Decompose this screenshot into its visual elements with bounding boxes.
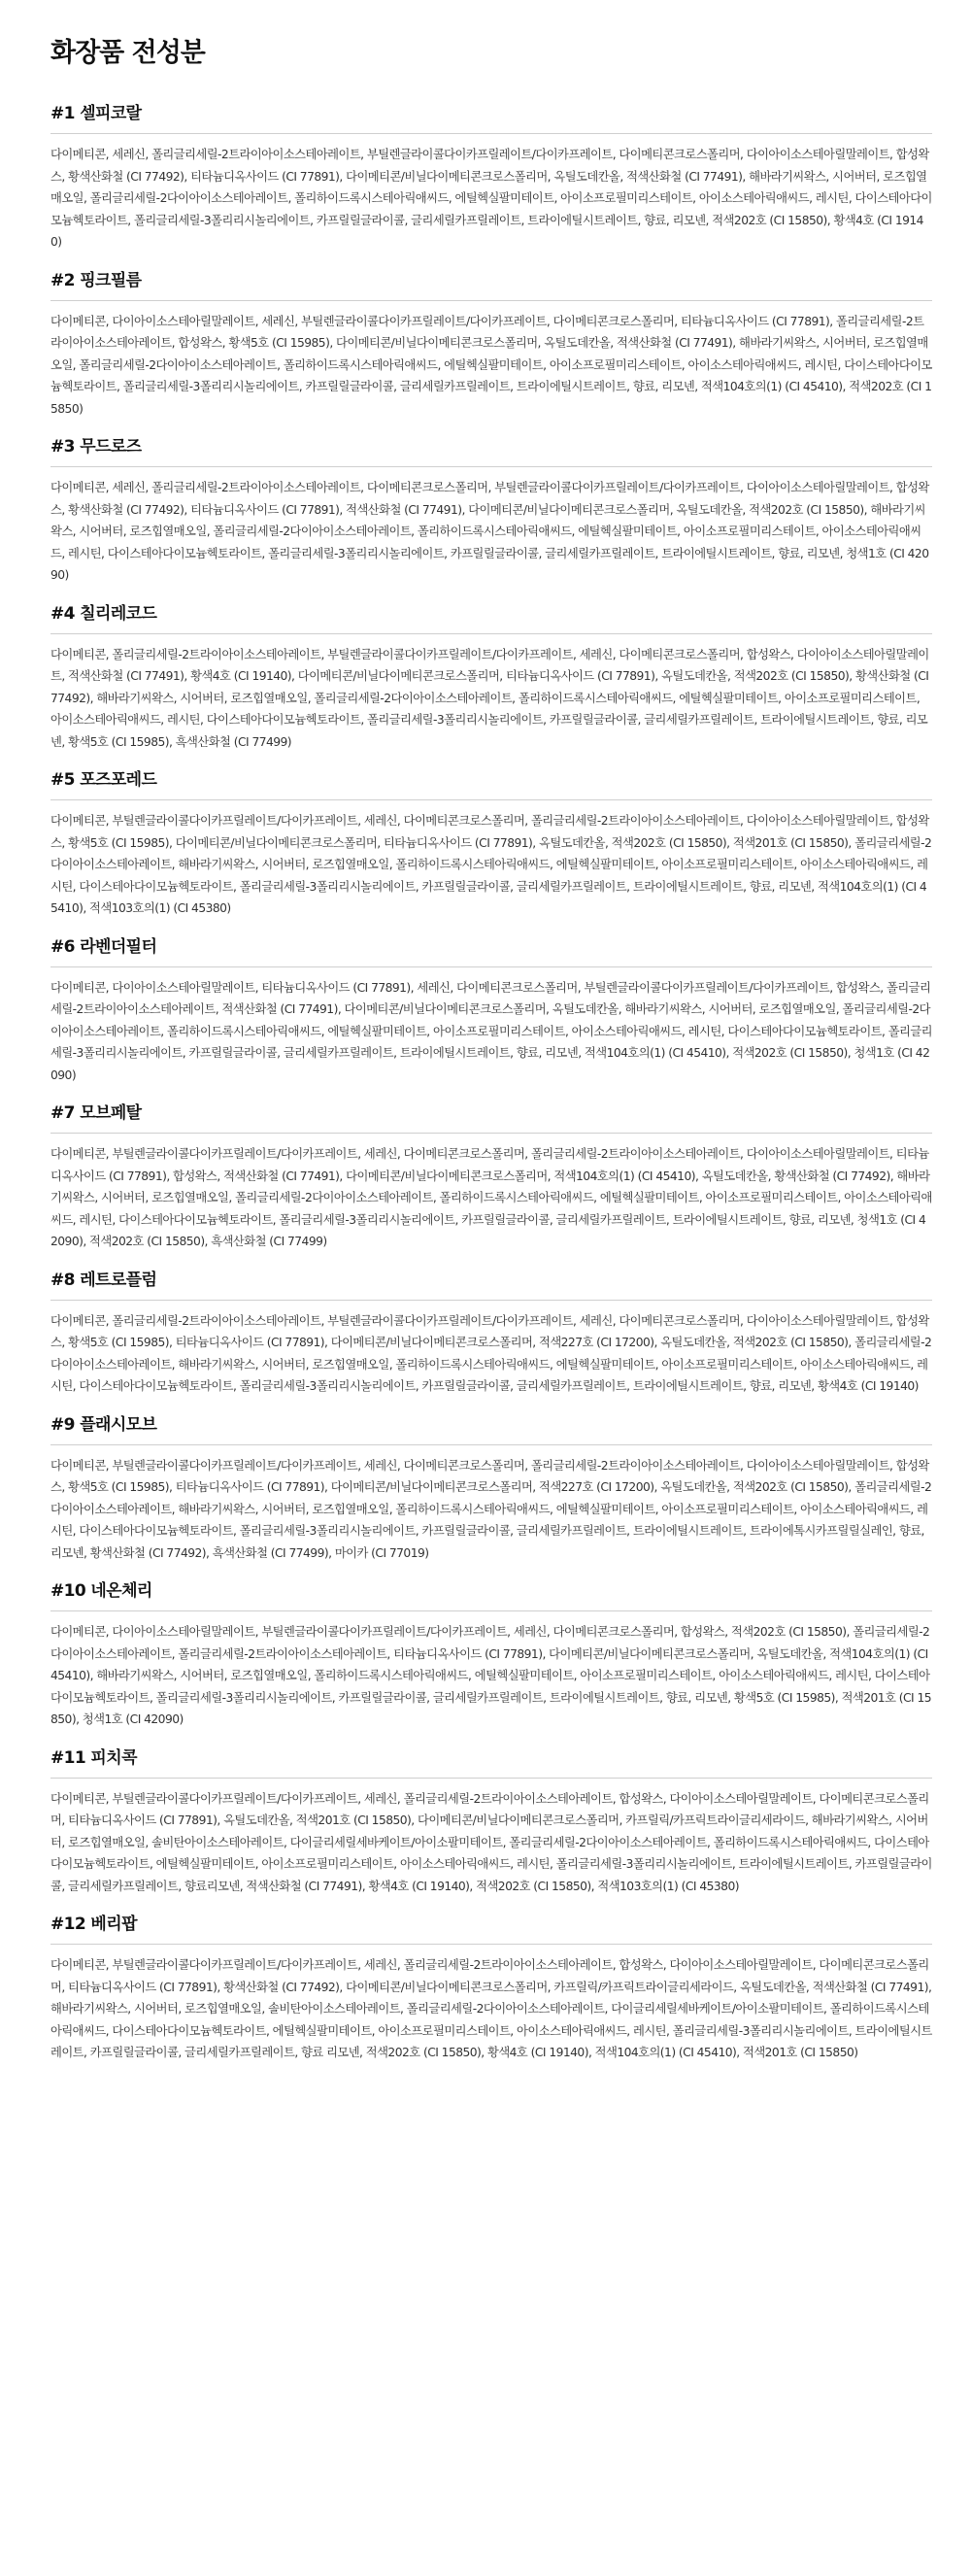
section-divider bbox=[50, 1444, 932, 1445]
ingredient-list: 다이메티콘, 부틸렌글라이콜다이카프릴레이트/다이카프레이트, 세레신, 다이메티콘크로스폴리머, 폴리글리세릴-2트라이아이소스테아레이트, 다이아이소스테아릴말레이트, 합성왁스, 황색5호 (CI 15985), 티타늄디옥사이드 (CI 77891), 다이메티콘/비닐다이메티콘크로스폴리머, 적색227호 (CI 17200), 옥틸도데칸올, 적색202호 (CI 15850), 폴리글리세릴-2다이아이소스테아레이트, 해바라기씨왁스, 시어버터, 로즈힙열매오일, 폴리하이드록시스테아릭애씨드, 에틸헥실팔미테이트, 아이소프로필미리스테이트, 아이소스테아릭애씨드, 레시틴, 다이스테아다이모늄헥토라이트, 폴리글리세릴-3폴리리시놀리에이트, 카프릴릴글라이콜, 글리세릴카프릴레이트, 트라이에틸시트레이트, 트라이에톡시카프릴릴실레인, 향료, 리모넨, 황색산화철 (CI 77492), 흑색산화철 (CI 77499), 마이카 (CI 77019) bbox=[50, 1458, 932, 1560]
product-heading: #11 피치콕 bbox=[50, 1747, 137, 1768]
product-heading: #1 셀피코랄 bbox=[50, 104, 142, 123]
product-section bbox=[50, 1580, 932, 1731]
product-section bbox=[50, 270, 932, 421]
section-divider bbox=[50, 1944, 932, 1945]
ingredient-list: 다이메티콘, 세레신, 폴리글리세릴-2트라이아이소스테아레이트, 다이메티콘크로스폴리머, 부틸렌글라이콜다이카프릴레이트/다이카프레이트, 다이아이소스테아릴말레이트, 합성왁스, 황색산화철 (CI 77492), 티타늄디옥사이드 (CI 77891), 적색산화철 (CI 77491), 다이메티콘/비닐다이메티콘크로스폴리머, 옥틸도데칸올, 적색202호 (CI 15850), 해바라기씨왁스, 시어버터, 로즈힙열매오일, 폴리글리세릴-2다이아이소스테아레이트, 폴리하이드록시스테아릭애씨드, 에틸헥실팔미테이트, 아이소프로필미리스테이트, 아이소스테아릭애씨드, 레시틴, 다이스테아다이모늄헥토라이트, 폴리글리세릴-3폴리리시놀리에이트, 카프릴릴글라이콜, 글리세릴카프릴레이트, 트라이에틸시트레이트, 향료, 리모넨, 청색1호 (CI 42090) bbox=[50, 481, 929, 582]
section-divider bbox=[50, 1300, 932, 1301]
product-heading: #3 무드로즈 bbox=[50, 437, 142, 457]
section-divider bbox=[50, 133, 932, 134]
product-section bbox=[50, 1102, 932, 1253]
product-section bbox=[50, 769, 932, 920]
product-section bbox=[50, 103, 932, 254]
product-section bbox=[50, 1270, 932, 1398]
section-divider bbox=[50, 966, 932, 967]
product-heading: #10 네온체리 bbox=[50, 1581, 152, 1601]
ingredient-list: 다이메티콘, 다이아이소스테아릴말레이트, 티타늄디옥사이드 (CI 77891), 세레신, 다이메티콘크로스폴리머, 부틸렌글라이콜다이카프릴레이트/다이카프레이트, 합성왁스, 폴리글리세릴-2트라이아이소스테아레이트, 적색산화철 (CI 77491), 다이메티콘/비닐다이메티콘크로스폴리머, 옥틸도데칸올, 해바라기씨왁스, 시어버터, 로즈힙열매오일, 폴리글리세릴-2다이아이소스테아레이트, 폴리하이드록시스테아릭애씨드, 에틸헥실팔미테이트, 아이소프로필미리스테이트, 아이소스테아릭애씨드, 레시틴, 다이스테아다이모늄헥토라이트, 폴리글리세릴-3폴리리시놀리에이트, 카프릴릴글라이콜, 글리세릴카프릴레이트, 트라이에틸시트레이트, 향료, 리모넨, 적색104호의(1) (CI 45410), 적색202호 (CI 15850), 청색1호 (CI 42090) bbox=[50, 980, 933, 1082]
product-heading: #12 베리팝 bbox=[50, 1915, 137, 1934]
ingredient-list: 다이메티콘, 세레신, 폴리글리세릴-2트라이아이소스테아레이트, 부틸렌글라이콜다이카프릴레이트/다이카프레이트, 다이메티콘크로스폴리머, 다이아이소스테아릴말레이트, 합성왁스, 황색산화철 (CI 77492), 티타늄디옥사이드 (CI 77891), 다이메티콘/비닐다이메티콘크로스폴리머, 옥틸도데칸올, 적색산화철 (CI 77491), 해바라기씨왁스, 시어버터, 로즈힙열매오일, 폴리글리세릴-2다이아이소스테아레이트, 폴리하이드록시스테아릭애씨드, 에틸헥실팔미테이트, 아이소프로필미리스테이트, 아이소스테아릭애씨드, 레시틴, 다이스테아다이모늄헥토라이트, 폴리글리세릴-3폴리리시놀리에이트, 카프릴릴글라이콜, 글리세릴카프릴레이트, 트라이에틸시트레이트, 향료, 리모넨, 적색202호 (CI 15850), 황색4호 (CI 19140) bbox=[50, 148, 932, 249]
section-divider bbox=[50, 300, 932, 301]
section-divider bbox=[50, 799, 932, 800]
ingredient-list: 다이메티콘, 부틸렌글라이콜다이카프릴레이트/다이카프레이트, 세레신, 다이메티콘크로스폴리머, 폴리글리세릴-2트라이아이소스테아레이트, 다이아이소스테아릴말레이트, 합성왁스, 황색5호 (CI 15985), 다이메티콘/비닐다이메티콘크로스폴리머, 티타늄디옥사이드 (CI 77891), 옥틸도데칸올, 적색202호 (CI 15850), 적색201호 (CI 15850), 폴리글리세릴-2다이아이소스테아레이트, 해바라기씨왁스, 시어버터, 로즈힙열매오일, 폴리하이드록시스테아릭애씨드, 에틸헥실팔미테이트, 아이소프로필미리스테이트, 아이소스테아릭애씨드, 레시틴, 다이스테아다이모늄헥토라이트, 폴리글리세릴-3폴리리시놀리에이트, 카프릴릴글라이콜, 글리세릴카프릴레이트, 트라이에틸시트레이트, 향료, 리모넨, 적색104호의(1) (CI 45410), 적색103호의(1) (CI 45380) bbox=[50, 814, 932, 915]
product-heading: #7 모브페탈 bbox=[50, 1103, 142, 1123]
product-section bbox=[50, 936, 932, 1087]
ingredient-list: 다이메티콘, 다이아이소스테아릴말레이트, 세레신, 부틸렌글라이콜다이카프릴레이트/다이카프레이트, 다이메티콘크로스폴리머, 티타늄디옥사이드 (CI 77891), 폴리글리세릴-2트라이아이소스테아레이트, 합성왁스, 황색5호 (CI 15985), 다이메티콘/비닐다이메티콘크로스폴리머, 옥틸도데칸올, 적색산화철 (CI 77491), 해바라기씨왁스, 시어버터, 로즈힙열매오일, 폴리글리세릴-2다이아이소스테아레이트, 폴리하이드록시스테아릭애씨드, 에틸헥실팔미테이트, 아이소프로필미리스테이트, 아이소스테아릭애씨드, 레시틴, 다이스테아다이모늄헥토라이트, 폴리글리세릴-3폴리리시놀리에이트, 카프릴릴글라이콜, 글리세릴카프릴레이트, 트라이에틸시트레이트, 향료, 리모넨, 적색104호의(1) (CI 45410), 적색202호 (CI 15850) bbox=[50, 314, 932, 416]
section-divider bbox=[50, 1610, 932, 1611]
product-heading: #5 포즈포레드 bbox=[50, 770, 157, 790]
section-divider bbox=[50, 1778, 932, 1779]
product-section bbox=[50, 436, 932, 587]
product-section bbox=[50, 1414, 932, 1565]
ingredient-list: 다이메티콘, 부틸렌글라이콜다이카프릴레이트/다이카프레이트, 세레신, 다이메티콘크로스폴리머, 폴리글리세릴-2트라이아이소스테아레이트, 다이아이소스테아릴말레이트, 티타늄디옥사이드 (CI 77891), 합성왁스, 적색산화철 (CI 77491), 다이메티콘/비닐다이메티콘크로스폴리머, 적색104호의(1) (CI 45410), 옥틸도데칸올, 황색산화철 (CI 77492), 해바라기씨왁스, 시어버터, 로즈힙열매오일, 폴리글리세릴-2다이아이소스테아레이트, 폴리하이드록시스테아릭애씨드, 에틸헥실팔미테이트, 아이소프로필미리스테이트, 아이소스테아릭애씨드, 레시틴, 다이스테아다이모늄헥토라이트, 폴리글리세릴-3폴리리시놀리에이트, 카프릴릴글라이콜, 글리세릴카프릴레이트, 트라이에틸시트레이트, 향료, 리모넨, 청색1호 (CI 42090), 적색202호 (CI 15850), 흑색산화철 (CI 77499) bbox=[50, 1147, 932, 1248]
ingredient-list: 다이메티콘, 폴리글리세릴-2트라이아이소스테아레이트, 부틸렌글라이콜다이카프릴레이트/다이카프레이트, 세레신, 다이메티콘크로스폴리머, 다이아이소스테아릴말레이트, 합성왁스, 황색5호 (CI 15985), 티타늄디옥사이드 (CI 77891), 다이메티콘/비닐다이메티콘크로스폴리머, 적색227호 (CI 17200), 옥틸도데칸올, 적색202호 (CI 15850), 폴리글리세릴-2다이아이소스테아레이트, 해바라기씨왁스, 시어버터, 로즈힙열매오일, 폴리하이드록시스테아릭애씨드, 에틸헥실팔미테이트, 아이소프로필미리스테이트, 아이소스테아릭애씨드, 레시틴, 다이스테아다이모늄헥토라이트, 폴리글리세릴-3폴리리시놀리에이트, 카프릴릴글라이콜, 글리세릴카프릴레이트, 트라이에틸시트레이트, 향료, 리모넨, 황색4호 (CI 19140) bbox=[50, 1313, 932, 1393]
section-divider bbox=[50, 633, 932, 634]
ingredient-list: 다이메티콘, 다이아이소스테아릴말레이트, 부틸렌글라이콜다이카프릴레이트/다이카프레이트, 세레신, 다이메티콘크로스폴리머, 합성왁스, 적색202호 (CI 15850), 폴리글리세릴-2다이아이소스테아레이트, 폴리글리세릴-2트라이아이소스테아레이트, 티타늄디옥사이드 (CI 77891), 다이메티콘/비닐다이메티콘크로스폴리머, 옥틸도데칸올, 적색104호의(1) (CI 45410), 해바라기씨왁스, 시어버터, 로즈힙열매오일, 폴리하이드록시스테아릭애씨드, 에틸헥실팔미테이트, 아이소프로필미리스테이트, 아이소스테아릭애씨드, 레시틴, 다이스테아다이모늄헥토라이트, 폴리글리세릴-3폴리리시놀리에이트, 카프릴릴글라이콜, 글리세릴카프릴레이트, 트라이에틸시트레이트, 향료, 리모넨, 황색5호 (CI 15985), 적색201호 (CI 15850), 청색1호 (CI 42090) bbox=[50, 1625, 932, 1726]
page-title: 화장품 전성분 bbox=[50, 38, 205, 68]
product-heading: #6 라벤더필터 bbox=[50, 936, 157, 957]
section-divider bbox=[50, 466, 932, 467]
product-section bbox=[50, 1914, 932, 2064]
ingredient-list: 다이메티콘, 부틸렌글라이콜다이카프릴레이트/다이카프레이트, 세레신, 폴리글리세릴-2트라이아이소스테아레이트, 합성왁스, 다이아이소스테아릴말레이트, 다이메티콘크로스폴리머, 티타늄디옥사이드 (CI 77891), 황색산화철 (CI 77492), 다이메티콘/비닐다이메티콘크로스폴리머, 카프릴릭/카프릭트라이글리세라이드, 옥틸도데칸올, 적색산화철 (CI 77491), 해바라기씨왁스, 시어버터, 로즈힙열매오일, 솔비탄아이소스테아레이트, 폴리글리세릴-2다이아이소스테아레이트, 다이글리세릴세바케이트/아이소팔미테이트, 폴리하이드록시스테아릭애씨드, 다이스테아다이모늄헥토라이트, 에틸헥실팔미테이트, 아이소프로필미리스테이트, 아이소스테아릭애씨드, 레시틴, 폴리글리세릴-3폴리리시놀리에이트, 트라이에틸시트레이트, 카프릴릴글라이콜, 글리세릴카프릴레이트, 향료 리모넨, 적색202호 (CI 15850), 황색4호 (CI 19140), 적색104호의(1) (CI 45410), 적색201호 (CI 15850) bbox=[50, 1958, 932, 2059]
ingredient-list: 다이메티콘, 폴리글리세릴-2트라이아이소스테아레이트, 부틸렌글라이콜다이카프릴레이트/다이카프레이트, 세레신, 다이메티콘크로스폴리머, 합성왁스, 다이아이소스테아릴말레이트, 적색산화철 (CI 77491), 황색4호 (CI 19140), 다이메티콘/비닐다이메티콘크로스폴리머, 티타늄디옥사이드 (CI 77891), 옥틸도데칸올, 적색202호 (CI 15850), 황색산화철 (CI 77492), 해바라기씨왁스, 시어버터, 로즈힙열매오일, 폴리글리세릴-2다이아이소스테아레이트, 폴리하이드록시스테아릭애씨드, 에틸헥실팔미테이트, 아이소프로필미리스테이트, 아이소스테아릭애씨드, 레시틴, 다이스테아다이모늄헥토라이트, 폴리글리세릴-3폴리리시놀리에이트, 카프릴릴글라이콜, 글리세릴카프릴레이트, 트라이에틸시트레이트, 향료, 리모넨, 황색5호 (CI 15985), 흑색산화철 (CI 77499) bbox=[50, 647, 929, 749]
ingredient-list: 다이메티콘, 부틸렌글라이콜다이카프릴레이트/다이카프레이트, 세레신, 폴리글리세릴-2트라이아이소스테아레이트, 합성왁스, 다이아이소스테아릴말레이트, 다이메티콘크로스폴리머, 티타늄디옥사이드 (CI 77891), 옥틸도데칸올, 적색201호 (CI 15850), 다이메티콘/비닐다이메티콘크로스폴리머, 카프릴릭/카프릭트라이글리세라이드, 해바라기씨왁스, 시어버터, 로즈힙열매오일, 솔비탄아이소스테아레이트, 다이글리세릴세바케이트/아이소팔미테이트, 폴리글리세릴-2다이아이소스테아레이트, 폴리하이드록시스테아릭애씨드, 다이스테아다이모늄헥토라이트, 에틸헥실팔미테이트, 아이소프로필미리스테이트, 아이소스테아릭애씨드, 레시틴, 폴리글리세릴-3폴리리시놀리에이트, 트라이에틸시트레이트, 카프릴릴글라이콜, 글리세릴카프릴레이트, 향료리모넨, 적색산화철 (CI 77491), 황색4호 (CI 19140), 적색202호 (CI 15850), 적색103호의(1) (CI 45380) bbox=[50, 1791, 932, 1893]
product-heading: #4 칠리레코드 bbox=[50, 603, 157, 624]
section-divider bbox=[50, 1133, 932, 1134]
product-section bbox=[50, 603, 932, 754]
product-heading: #8 레트로플럼 bbox=[50, 1270, 157, 1290]
product-heading: #2 핑크필름 bbox=[50, 270, 142, 290]
product-heading: #9 플래시모브 bbox=[50, 1414, 157, 1435]
product-section bbox=[50, 1747, 932, 1898]
